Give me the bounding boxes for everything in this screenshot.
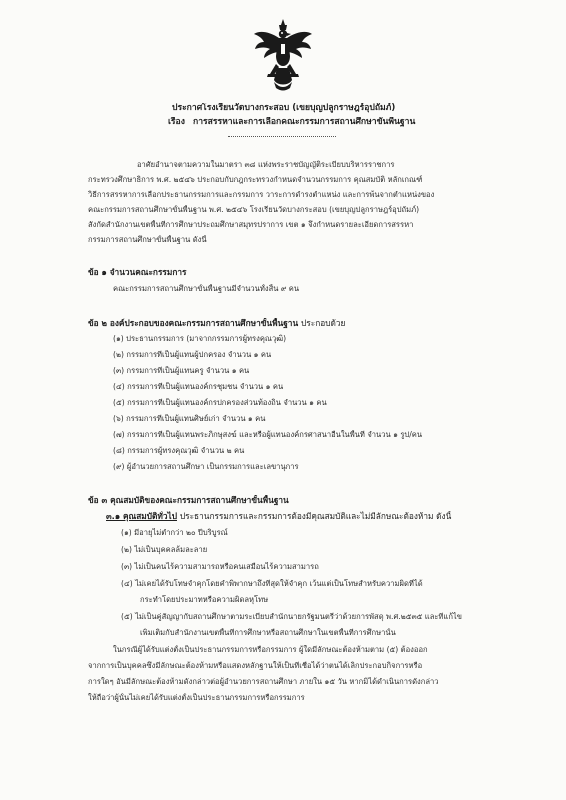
closing-line: ในกรณีผู้ได้รับแต่งตั้งเป็นประธานกรรมการหรือกรรมการ ผู้ใดมีลักษณะต้องห้ามตาม (๕) ต้องออก bbox=[113, 645, 428, 654]
section-3-item: (๔) ไม่เคยได้รับโทษจำคุกโดยคำพิพากษาถึงที่สุดให้จำคุก เว้นแต่เป็นโทษสำหรับความผิดที่ได้ bbox=[121, 579, 423, 588]
section-2-title bbox=[88, 318, 508, 329]
section-1-title: ข้อ ๑ จำนวนคณะกรรมการ bbox=[88, 267, 187, 277]
section-2-item: (๑) ประธานกรรมการ (มาจากกรรมการผู้ทรงคุณวุฒิ) bbox=[113, 334, 287, 343]
section-3-item: (๕) ไม่เป็นคู่สัญญากับสถานศึกษาตามระเบียบสำนักนายกรัฐมนตรีว่าด้วยการพัสดุ พ.ศ.๒๕๓๕ และที่แก้ไข bbox=[121, 612, 462, 621]
intro-line: วิธีการสรรหาการเลือกประธานกรรมการและกรรมการ วาระการดำรงตำแหน่ง และการพ้นจากตำแหน่งของ bbox=[88, 190, 435, 199]
section-2-item: (๗) กรรมการที่เป็นผู้แทนพระภิกษุสงฆ์ และหรือผู้แทนองค์กรศาสนาอื่นในพื้นที่ จำนวน ๑ รูป/คน bbox=[113, 430, 423, 439]
intro-line: สังกัดสำนักงานเขตพื้นที่การศึกษาประถมศึกษาสมุทรปราการ เขต ๑ จึงกำหนดรายละเอียดการสรรหา bbox=[88, 220, 414, 229]
section-3-item-cont: กระทำโดยประมาทหรือความผิดลหุโทษ bbox=[140, 595, 269, 604]
section-3-1 bbox=[106, 511, 546, 522]
header-divider bbox=[228, 136, 336, 137]
section-2-item: (๔) กรรมการที่เป็นผู้แทนองค์กรชุมชน จำนวน ๑ คน bbox=[113, 382, 284, 391]
section-3-item: (๑) มีอายุไม่ต่ำกว่า ๒๐ ปีบริบูรณ์ bbox=[121, 528, 228, 537]
announcement-subject bbox=[168, 117, 498, 128]
section-2-item: (๘) กรรมการผู้ทรงคุณวุฒิ จำนวน ๒ คน bbox=[113, 446, 245, 455]
section-3-item: (๒) ไม่เป็นบุคคลล้มละลาย bbox=[121, 545, 208, 554]
section-2-item: (๕) กรรมการที่เป็นผู้แทนองค์กรปกครองส่วนท้องถิ่น จำนวน ๑ คน bbox=[113, 398, 327, 407]
section-3-item-cont: เพิ่มเติมกับสำนักงานเขตพื้นที่การศึกษาหรือสถานศึกษาในเขตพื้นที่การศึกษานั้น bbox=[140, 628, 396, 637]
section-3-title: ข้อ ๓ คุณสมบัติของคณะกรรมการสถานศึกษาขั้นพื้นฐาน bbox=[88, 495, 289, 505]
section-2-suffix: ประกอบด้วย bbox=[301, 318, 346, 328]
section-3-1-body: ประธานกรรมการและกรรมการต้องมีคุณสมบัติและไม่มีลักษณะต้องห้าม ดังนี้ bbox=[179, 511, 452, 521]
intro-line: อาศัยอำนาจตามความในมาตรา ๓๘ แห่งพระราชบัญญัติระเบียบบริหารราชการ bbox=[137, 160, 395, 169]
announcement-title: ประกาศโรงเรียนวัดบางกระสอบ (เขยบุญปลูกราษฎร์อุปถัมภ์) bbox=[172, 103, 396, 113]
garuda-emblem-icon bbox=[252, 18, 314, 92]
subject-label: เรื่อง bbox=[168, 117, 185, 127]
subject-text: การสรรหาและการเลือกคณะกรรมการสถานศึกษาขั้นพื้นฐาน bbox=[193, 117, 416, 127]
section-2-item: (๖) กรรมการที่เป็นผู้แทนศิษย์เก่า จำนวน ๑ คน bbox=[113, 414, 266, 423]
section-2-heading: ข้อ ๒ องค์ประกอบของคณะกรรมการสถานศึกษาขั้นพื้นฐาน bbox=[88, 318, 299, 328]
section-2-item: (๙) ผู้อำนวยการสถานศึกษา เป็นกรรมการและเลขานุการ bbox=[113, 462, 299, 471]
section-3-item: (๓) ไม่เป็นคนไร้ความสามารถหรือคนเสมือนไร้ความสามารถ bbox=[121, 562, 319, 571]
closing-line: การใดๆ อันมีลักษณะต้องห้ามดังกล่าวต่อผู้อำนวยการสถานศึกษา ภายใน ๑๕ วัน หากมิได้ดำเนินการดังกล่าว bbox=[88, 677, 439, 686]
section-2-item: (๓) กรรมการที่เป็นผู้แทนครู จำนวน ๑ คน bbox=[113, 366, 250, 375]
intro-line: กรรมการสถานศึกษาขั้นพื้นฐาน ดังนี้ bbox=[88, 235, 207, 244]
section-3-1-heading: ๓.๑ คุณสมบัติทั่วไป bbox=[106, 511, 177, 521]
section-2-item: (๒) กรรมการที่เป็นผู้แทนผู้ปกครอง จำนวน ๑ คน bbox=[113, 350, 272, 359]
intro-line: กระทรวงศึกษาธิการ พ.ศ. ๒๕๔๖ ประกอบกับกฎกระทรวงกำหนดจำนวนกรรมการ คุณสมบัติ หลักเกณฑ์ bbox=[88, 175, 423, 184]
section-1-body: คณะกรรมการสถานศึกษาขั้นพื้นฐานมีจำนวนทั้งสิ้น ๙ คน bbox=[113, 284, 300, 293]
closing-line: ให้ถือว่าผู้นั้นไม่เคยได้รับแต่งตั้งเป็นประธานกรรมการหรือกรรมการ bbox=[88, 693, 305, 702]
closing-line: จากการเป็นบุคคลซึ่งมีลักษณะต้องห้ามหรือแสดงหลักฐานให้เป็นที่เชื่อได้ว่าตนได้เลิกประกอบกิจการหรือ bbox=[88, 661, 423, 670]
intro-line: คณะกรรมการสถานศึกษาขั้นพื้นฐาน พ.ศ. ๒๕๔๖ โรงเรียนวัดบางกระสอบ (เขยบุญปลูกราษฎร์อุปถัมภ์) bbox=[88, 205, 420, 214]
